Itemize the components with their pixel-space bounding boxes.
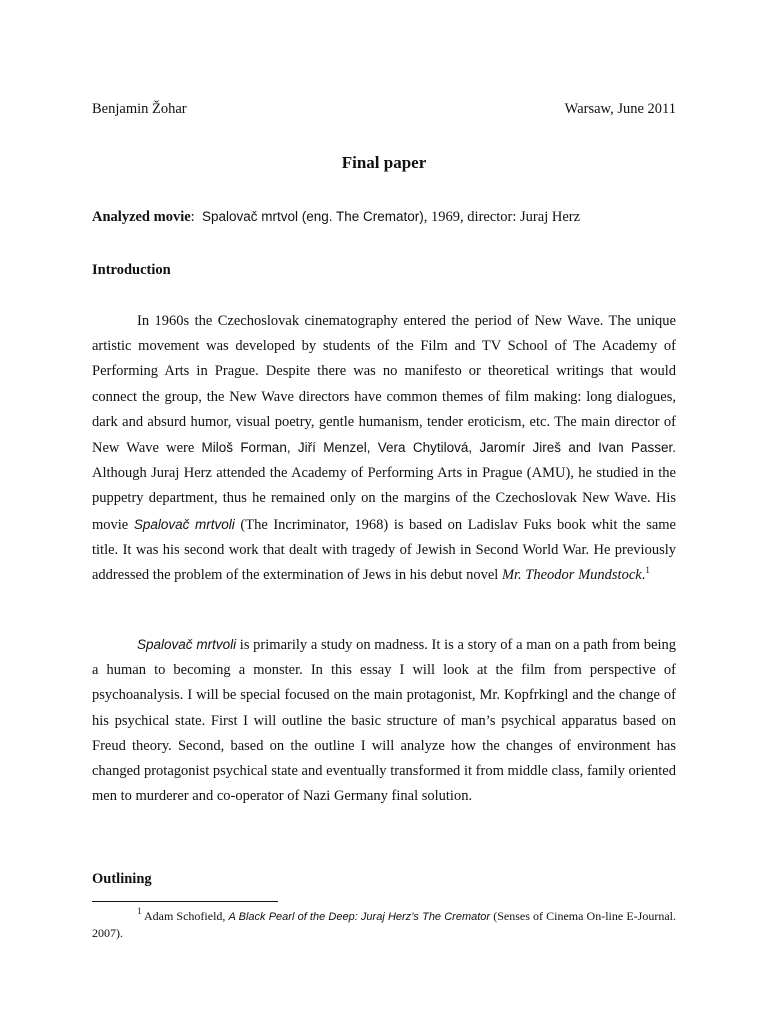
intro-director-names: Miloš Forman, Jiří Menzel, Vera Chytilová, Jaromír Jireš and Ivan Passer.: [201, 440, 677, 456]
paper-title: Final paper: [341, 153, 427, 172]
second-paragraph-text: is primarily a study on madness. It is a story of a man on a path from being a human to becoming a monster. In this essay I will look at the film from perspective of psychoanalysis. I will be special focused on the main protagonist, Mr. Kopfrkingl and the change of his psychical state. First I will outline the basic structure of man’s psychical apparatus based on Freud theory. Second, based on the outline I will analyze how the changes of environment has changed protagonist psychical state and eventually transformed it from middle class, family oriented men to murderer and co-operator of Nazi Germany final solution.: [92, 637, 676, 805]
intro-text-part1: In 1960s the Czechoslovak cinematography entered the period of New Wave. The unique artistic movement was developed by students of the Film and TV School of The Academy of Performing Arts in Prague. Despite there was no manifesto or theoretical writings that would connect the group, the New Wave directors have common themes of film making: long dialogues, dark and absurd humor, visual poetry, gentle humanism, tender eroticism, etc. The main director of New Wave were: [92, 313, 676, 457]
footnote-source: (Senses of Cinema On-line E-Journal. 2007).: [92, 909, 676, 940]
document-header: [92, 101, 676, 118]
footnote: [92, 908, 676, 941]
footnote-divider: [92, 901, 278, 902]
second-movie-title: Spalovač mrtvoli: [137, 637, 237, 652]
analyzed-movie-colon: :: [190, 209, 195, 225]
intro-text-part2: Although Juraj Herz attended the Academy of Performing Arts in Prague (AMU), he studied in the puppetry department, thus he remained only on the margins of the Czechoslovak New Wave. His movie: [92, 465, 676, 533]
footnote-author: Adam Schofield,: [143, 909, 229, 923]
section-heading-outlining: Outlining: [92, 871, 152, 887]
intro-text-part4: .: [641, 567, 646, 584]
intro-text-part3: (The Incriminator, 1968) is based on Ladislav Fuks book whit the same title. It was his second work that dealt with tragedy of Jewish in Second World War. He previously addressed the problem of the extermination of Jews in his debut novel: [92, 516, 676, 584]
footnote-mark: 1: [137, 906, 142, 916]
analyzed-movie-details: , 1969, director: Juraj Herz: [423, 209, 581, 225]
footnote-article-title: A Black Pearl of the Deep: Juraj Herz’s The Cremator: [228, 911, 491, 923]
analyzed-movie-line: [92, 209, 676, 226]
intro-movie-title: Spalovač mrtvoli: [133, 516, 235, 532]
intro-novel-title: Mr. Theodor Mundstock: [501, 567, 642, 584]
second-paragraph: [92, 632, 676, 809]
analyzed-movie-title: Spalovač mrtvol (eng. The Cremator): [201, 209, 424, 224]
footnote-reference[interactable]: 1: [645, 565, 650, 576]
intro-paragraph: [92, 309, 676, 588]
section-heading-introduction: Introduction: [92, 262, 171, 278]
author-name: Benjamin Žohar: [92, 101, 187, 117]
analyzed-movie-label: Analyzed movie: [92, 209, 191, 225]
place-date: Warsaw, June 2011: [564, 101, 676, 117]
